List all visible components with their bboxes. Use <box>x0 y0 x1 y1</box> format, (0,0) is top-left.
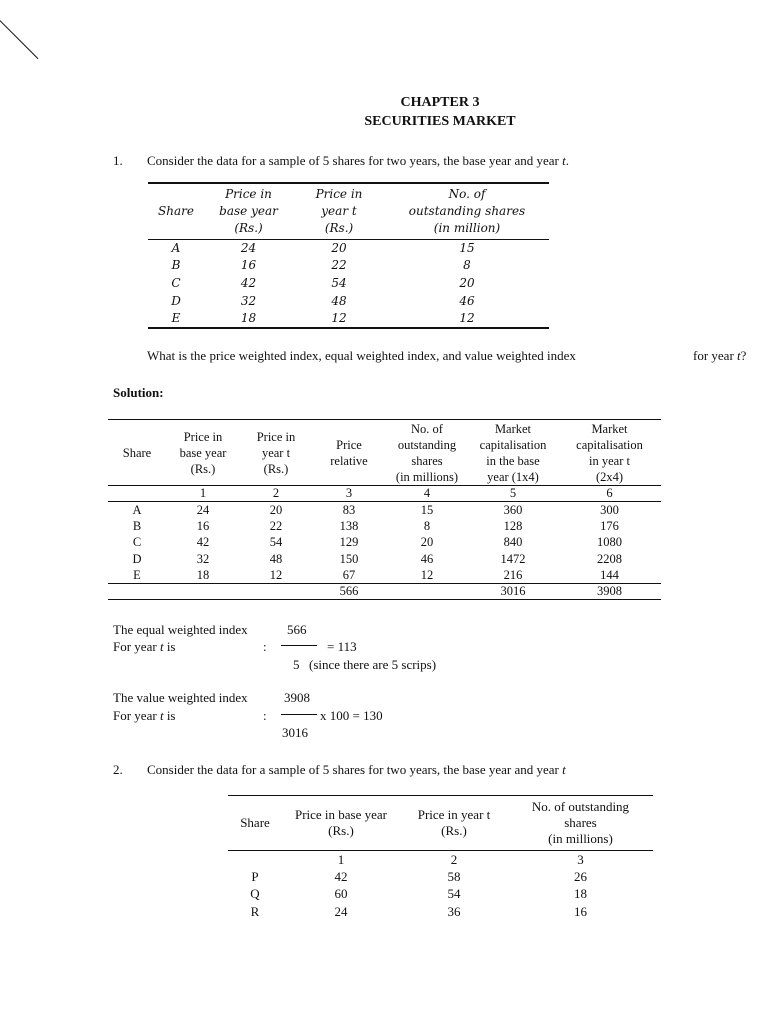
header-share: Share <box>148 183 204 239</box>
cell: 1080 <box>597 535 622 550</box>
equal-weighted-year-label: For year t is <box>113 639 176 654</box>
cell: 20 <box>459 275 475 290</box>
question-1-number: 1. <box>113 153 123 168</box>
page-corner-fold-line <box>0 16 38 59</box>
table-row <box>108 551 661 567</box>
cell: 32 <box>240 293 257 308</box>
equal-weighted-note: (since there are 5 scrips) <box>309 657 437 672</box>
cell: 20 <box>331 240 347 255</box>
header-market-cap-base: Market capitalisation in the base year (1x4) <box>479 421 547 484</box>
table-row <box>228 903 653 921</box>
cell: 24 <box>240 240 257 255</box>
cell: 2 <box>400 851 508 869</box>
chapter-title: SECURITIES MARKET <box>364 114 516 129</box>
table-row <box>228 868 653 886</box>
solution-label: Solution: <box>113 385 164 400</box>
cell: 1472 <box>500 551 526 566</box>
cell: 360 <box>503 503 523 518</box>
cell: 8 <box>463 258 471 273</box>
cell: 5 <box>468 486 558 502</box>
cell: 48 <box>269 551 283 566</box>
question-2-number: 2. <box>113 762 123 777</box>
cell: 216 <box>503 567 523 582</box>
cell: 16 <box>574 903 587 919</box>
table-header-row <box>108 420 661 486</box>
question-1-prompt: What is the price weighted index, equal weighted index, and value weighted index <box>147 348 576 363</box>
cell: 128 <box>503 519 523 534</box>
total-market-cap-base: 3016 <box>468 583 558 599</box>
cell: 1 <box>282 851 400 869</box>
column-number-row <box>228 851 653 869</box>
cell: 42 <box>240 275 257 290</box>
cell: 8 <box>423 519 431 534</box>
cell: B <box>171 258 181 273</box>
cell: 22 <box>269 519 283 534</box>
cell: 58 <box>447 868 461 884</box>
cell: 12 <box>420 567 434 582</box>
header-share: Share <box>240 815 270 830</box>
cell: 67 <box>342 567 356 582</box>
cell: 20 <box>420 535 434 550</box>
cell: E <box>171 311 181 326</box>
header-share: Share <box>122 445 152 460</box>
cell <box>386 583 468 599</box>
cell: B <box>132 519 142 534</box>
value-weighted-fraction-bar <box>281 714 317 715</box>
value-weighted-numerator: 3908 <box>284 690 310 705</box>
cell: E <box>133 567 141 582</box>
value-weighted-year-label: For year t is <box>113 708 176 723</box>
cell: 46 <box>459 293 475 308</box>
header-price-base: Price in base year (Rs.) <box>294 807 388 838</box>
chapter-number: CHAPTER 3 <box>400 95 480 110</box>
cell: 15 <box>459 240 475 255</box>
solution-table <box>108 419 661 600</box>
cell: 32 <box>196 551 210 566</box>
table-header-row <box>148 183 549 239</box>
table-row <box>148 310 549 329</box>
cell: 2208 <box>597 551 622 566</box>
equal-weighted-label: The equal weighted index <box>113 622 248 637</box>
cell: 12 <box>459 311 475 326</box>
cell: 12 <box>331 311 347 326</box>
question-2-table <box>228 795 653 921</box>
header-outstanding-shares: No. of outstanding shares (in million) <box>385 183 549 239</box>
cell: 4 <box>386 486 468 502</box>
cell: 54 <box>331 275 347 290</box>
cell: 138 <box>339 519 359 534</box>
cell: 54 <box>447 886 461 902</box>
cell: A <box>171 240 181 255</box>
cell: 42 <box>334 868 348 884</box>
cell: 24 <box>196 503 210 518</box>
cell: 129 <box>339 535 359 550</box>
cell: 840 <box>503 535 523 550</box>
cell: 24 <box>334 903 348 919</box>
cell: 12 <box>269 567 283 582</box>
header-market-cap-year-t: Market capitalisation in year t (2x4) <box>576 421 643 484</box>
cell <box>228 851 282 869</box>
cell: 18 <box>196 567 210 582</box>
header-price-year-t: Price in year t (Rs.) <box>256 429 296 476</box>
total-market-cap-year-t: 3908 <box>558 583 661 599</box>
question-2-text: Consider the data for a sample of 5 shares for two years, the base year and year t <box>147 762 566 777</box>
cell: 16 <box>240 258 257 273</box>
equal-weighted-numerator: 566 <box>287 622 307 637</box>
totals-row <box>108 583 661 599</box>
cell: Q <box>250 886 260 902</box>
table-row <box>148 275 549 293</box>
question-1-text: Consider the data for a sample of 5 shares for two years, the base year and year t. <box>147 153 569 168</box>
equal-weighted-denominator: 5 <box>293 657 300 672</box>
table-row <box>108 534 661 550</box>
header-price-year-t: Price in year t (Rs.) <box>293 183 385 239</box>
cell <box>240 583 312 599</box>
header-outstanding-shares: No. of outstanding shares (in millions) <box>531 799 630 846</box>
equal-weighted-result: = 113 <box>327 639 357 654</box>
cell: 83 <box>342 503 356 518</box>
cell: C <box>132 535 142 550</box>
total-price-relative: 566 <box>312 583 386 599</box>
cell: 144 <box>600 567 619 582</box>
equal-weighted-fraction-bar <box>281 645 317 646</box>
cell: A <box>132 503 142 518</box>
table-row <box>148 292 549 310</box>
table-row <box>148 257 549 275</box>
cell: 46 <box>420 551 434 566</box>
table-header-row <box>228 796 653 851</box>
cell: 16 <box>196 519 210 534</box>
table-row <box>108 567 661 584</box>
cell: 18 <box>574 886 587 902</box>
cell: 300 <box>600 503 619 518</box>
cell: D <box>171 293 181 308</box>
table-row <box>148 239 549 257</box>
header-outstanding-shares: No. of outstanding shares (in millions) <box>395 421 459 484</box>
value-weighted-colon: : <box>263 708 267 723</box>
table-row <box>108 518 661 534</box>
header-price-relative: Price relative <box>330 437 368 468</box>
header-price-base: Price in base year (Rs.) <box>204 183 293 239</box>
cell: 36 <box>447 903 461 919</box>
header-price-year-t: Price in year t (Rs.) <box>417 807 491 838</box>
cell: C <box>171 275 181 290</box>
cell: 2 <box>240 486 312 502</box>
cell: 1 <box>166 486 240 502</box>
value-weighted-denominator: 3016 <box>282 725 308 740</box>
header-price-base: Price in base year (Rs.) <box>179 429 227 476</box>
cell <box>166 583 240 599</box>
cell <box>108 486 166 502</box>
cell: 6 <box>558 486 661 502</box>
cell: 20 <box>269 503 283 518</box>
cell: 15 <box>420 503 434 518</box>
cell: R <box>250 903 260 919</box>
cell: 22 <box>331 258 347 273</box>
equal-weighted-colon: : <box>263 639 267 654</box>
cell: 54 <box>269 535 283 550</box>
cell: 3 <box>508 851 653 869</box>
cell: 18 <box>240 311 257 326</box>
cell: D <box>132 551 142 566</box>
cell: 42 <box>196 535 210 550</box>
table-row <box>108 502 661 519</box>
cell: P <box>251 868 259 884</box>
table-row <box>228 886 653 904</box>
cell: 48 <box>331 293 347 308</box>
cell <box>108 583 166 599</box>
value-weighted-label: The value weighted index <box>113 690 248 705</box>
column-number-row <box>108 486 661 502</box>
cell: 3 <box>312 486 386 502</box>
question-1-prompt-tail: for year t? <box>693 348 747 363</box>
cell: 150 <box>339 551 359 566</box>
cell: 26 <box>574 868 587 884</box>
question-1-table <box>148 182 549 329</box>
value-weighted-result: x 100 = 130 <box>320 708 383 723</box>
cell: 60 <box>334 886 348 902</box>
cell: 176 <box>600 519 619 534</box>
